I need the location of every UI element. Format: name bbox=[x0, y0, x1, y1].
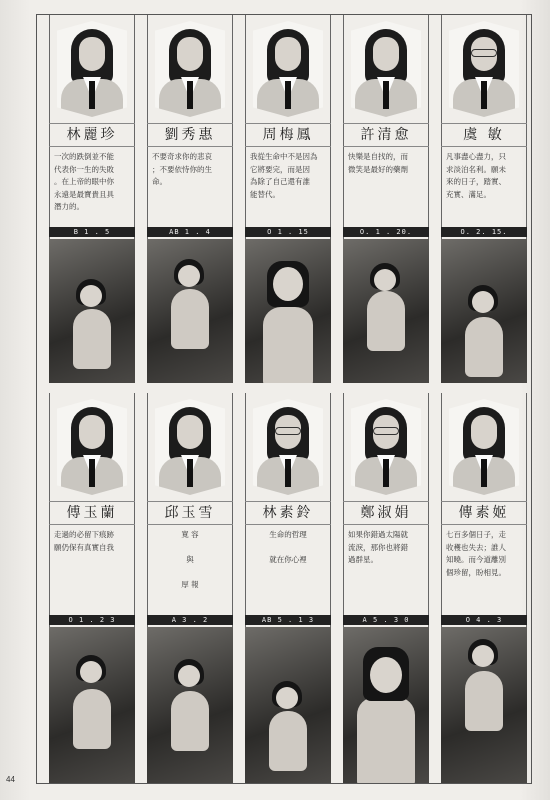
student-card bbox=[343, 393, 429, 783]
portrait-photo bbox=[57, 399, 127, 495]
student-quote: 我從生命中不是因為 它將要完，而是因 為除了自己還有誰 能替代。 bbox=[250, 152, 318, 199]
portrait-photo bbox=[253, 21, 323, 117]
portrait-photo bbox=[57, 21, 127, 117]
birthday-code: A 3 . 2 bbox=[147, 615, 233, 625]
yearbook-sheet bbox=[36, 14, 532, 784]
birthday-code: O 1 . 2 3 bbox=[49, 615, 135, 625]
portrait-photo bbox=[155, 21, 225, 117]
student-name: 林素鈴 bbox=[245, 501, 331, 525]
student-name: 虞 敏 bbox=[441, 123, 527, 147]
student-quote: 寬 容 與 厚 報 bbox=[181, 530, 199, 589]
student-quote: 七百多個日子，走 收穫也失去；誰人 知曉。而今道離別 個珍留，盼相見。 bbox=[446, 530, 506, 577]
birthday-code: O 1 . 15 bbox=[245, 227, 331, 237]
student-card bbox=[245, 15, 331, 383]
student-card bbox=[147, 15, 233, 383]
bottom-row bbox=[37, 393, 533, 783]
candid-photo bbox=[245, 239, 331, 383]
student-quote: 一次的跌倒並不能 代表你一生的失敗 。在上帝的眼中你 永遠是最寶貴且具 潛力的。 bbox=[54, 152, 114, 211]
portrait-photo bbox=[351, 21, 421, 117]
student-card bbox=[441, 15, 527, 383]
student-name: 傳素姬 bbox=[441, 501, 527, 525]
birthday-code: A 5 . 3 0 bbox=[343, 615, 429, 625]
student-name: 許清愈 bbox=[343, 123, 429, 147]
birthday-code: O 4 . 3 bbox=[441, 615, 527, 625]
candid-photo bbox=[245, 627, 331, 783]
birthday-code: O. 2. 15. bbox=[441, 227, 527, 237]
portrait-photo bbox=[449, 21, 519, 117]
student-name: 傅玉蘭 bbox=[49, 501, 135, 525]
birthday-code: B 1 . 5 bbox=[49, 227, 135, 237]
portrait-photo bbox=[155, 399, 225, 495]
student-quote: 生命的哲理 就在你心裡 bbox=[269, 530, 307, 564]
student-card bbox=[245, 393, 331, 783]
page-number: 44 bbox=[6, 775, 15, 784]
portrait-photo bbox=[449, 399, 519, 495]
student-quote: 如果你錯過太陽就 流淚，那你也將錯 過群星。 bbox=[348, 530, 408, 564]
student-name: 周梅鳳 bbox=[245, 123, 331, 147]
student-quote: 凡事盡心盡力，只 求淡泊名利。願未 來的日子，踏實、 充實、滿足。 bbox=[446, 152, 506, 199]
candid-photo bbox=[49, 239, 135, 383]
candid-photo bbox=[147, 239, 233, 383]
student-name: 邱玉雪 bbox=[147, 501, 233, 525]
portrait-photo bbox=[351, 399, 421, 495]
student-card bbox=[441, 393, 527, 783]
birthday-code: O. 1 . 20. bbox=[343, 227, 429, 237]
portrait-photo bbox=[253, 399, 323, 495]
student-name: 鄭淑娟 bbox=[343, 501, 429, 525]
birthday-code: AB 1 . 4 bbox=[147, 227, 233, 237]
candid-photo bbox=[441, 239, 527, 383]
student-card bbox=[49, 15, 135, 383]
top-row bbox=[37, 15, 533, 383]
candid-photo bbox=[441, 627, 527, 783]
student-name: 劉秀惠 bbox=[147, 123, 233, 147]
student-quote: 不要奇求你的悲哀 ；不要依恃你的生 命。 bbox=[152, 152, 212, 186]
student-quote: 快樂是自找的，而 微笑是最好的藥劑 bbox=[348, 152, 408, 174]
student-card bbox=[147, 393, 233, 783]
candid-photo bbox=[147, 627, 233, 783]
student-name: 林麗珍 bbox=[49, 123, 135, 147]
student-card bbox=[49, 393, 135, 783]
student-quote: 走過的必留下痕跡 願仍保有真實自我 bbox=[54, 530, 114, 552]
candid-photo bbox=[343, 627, 429, 783]
candid-photo bbox=[343, 239, 429, 383]
candid-photo bbox=[49, 627, 135, 783]
student-card bbox=[343, 15, 429, 383]
birthday-code: AB 5 . 1 3 bbox=[245, 615, 331, 625]
